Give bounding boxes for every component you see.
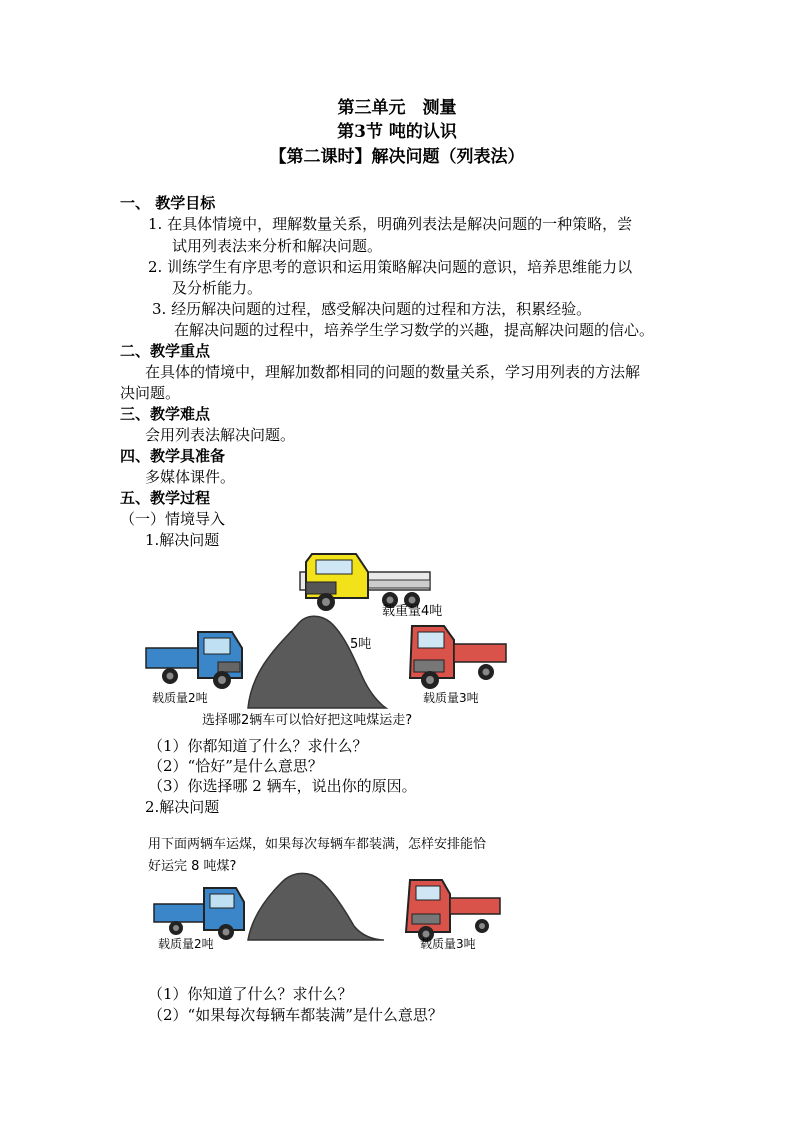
figure-2-prompt-line-2: 好运完 8 吨煤? (148, 859, 237, 874)
red-truck-icon (406, 880, 500, 942)
goal-2-line-1: 2. 训练学生有序思考的意识和运用策略解决问题的意识，培养思维能力以 (148, 258, 633, 276)
problem-1-label: 1.解决问题 (145, 531, 220, 549)
red-truck-label: 载质量3吨 (423, 691, 479, 705)
question-2a: （1）你知道了什么？求什么？ (148, 985, 353, 1003)
blue-truck-icon (146, 632, 242, 689)
subsection-1: （一）情境导入 (120, 510, 226, 528)
goal-3: 3. 经历解决问题的过程，感受解决问题的过程和方法，积累经验。 (152, 300, 592, 318)
blue-truck-label: 载质量2吨 (152, 691, 208, 705)
figure-2-blue-truck-label: 载质量2吨 (158, 937, 214, 951)
coal-pile-icon (248, 873, 384, 940)
yellow-truck-icon (300, 554, 430, 611)
figure-1 (140, 548, 520, 730)
blue-truck-icon (154, 888, 244, 940)
goal-1-line-1: 1. 在具体情境中，理解数量关系，明确列表法是解决问题的一种策略，尝 (148, 215, 633, 233)
figure-2-prompt-line-1: 用下面两辆车运煤，如果每次每辆车都装满，怎样安排能恰 (148, 837, 487, 852)
focus-line-1: 在具体的情境中，理解加数都相同的问题的数量关系，学习用列表的方法解 (145, 363, 641, 381)
question-1a: （1）你都知道了什么？求什么？ (148, 737, 368, 755)
goal-2-line-2: 及分析能力。 (172, 279, 263, 297)
section-5-heading: 五、教学过程 (120, 489, 211, 507)
section-2-heading: 二、教学重点 (120, 342, 211, 360)
section-1-heading: 一、 教学目标 (120, 194, 216, 212)
trucks-and-coal-illustration (140, 548, 520, 730)
yellow-truck-label: 载重量4吨 (382, 604, 443, 619)
goal-1-line-2: 试用列表法来分析和解决问题。 (172, 237, 383, 255)
section-3-heading: 三、教学难点 (120, 405, 211, 423)
figure-2-red-truck-label: 载质量3吨 (420, 937, 476, 951)
coal-pile-label: 5吨 (350, 637, 372, 652)
focus-line-2: 决问题。 (120, 384, 181, 402)
trucks-and-coal-illustration-2 (148, 832, 558, 958)
difficulty-line: 会用列表法解决问题。 (145, 426, 296, 444)
goal-4: 在解决问题的过程中，培养学生学习数学的兴趣，提高解决问题的信心。 (174, 321, 655, 339)
question-2b: （2）“如果每次每辆车都装满”是什么意思？ (148, 1006, 443, 1024)
figure-1-question: 选择哪2辆车可以恰好把这吨煤运走? (202, 713, 413, 728)
section-4-heading: 四、教学具准备 (120, 447, 226, 465)
section-title: 第3节 吨的认识 (337, 122, 457, 142)
red-truck-icon (410, 626, 506, 689)
question-1b: （2）“恰好”是什么意思？ (148, 757, 323, 775)
coal-pile-icon (248, 616, 386, 708)
unit-title: 第三单元 测量 (337, 98, 457, 118)
materials-line: 多媒体课件。 (145, 468, 236, 486)
problem-2-label: 2.解决问题 (145, 798, 220, 816)
figure-2 (148, 832, 558, 958)
lesson-title: 【第二课时】解决问题（列表法） (269, 147, 525, 167)
question-1c: （3）你选择哪 2 辆车，说出你的原因。 (148, 777, 417, 795)
